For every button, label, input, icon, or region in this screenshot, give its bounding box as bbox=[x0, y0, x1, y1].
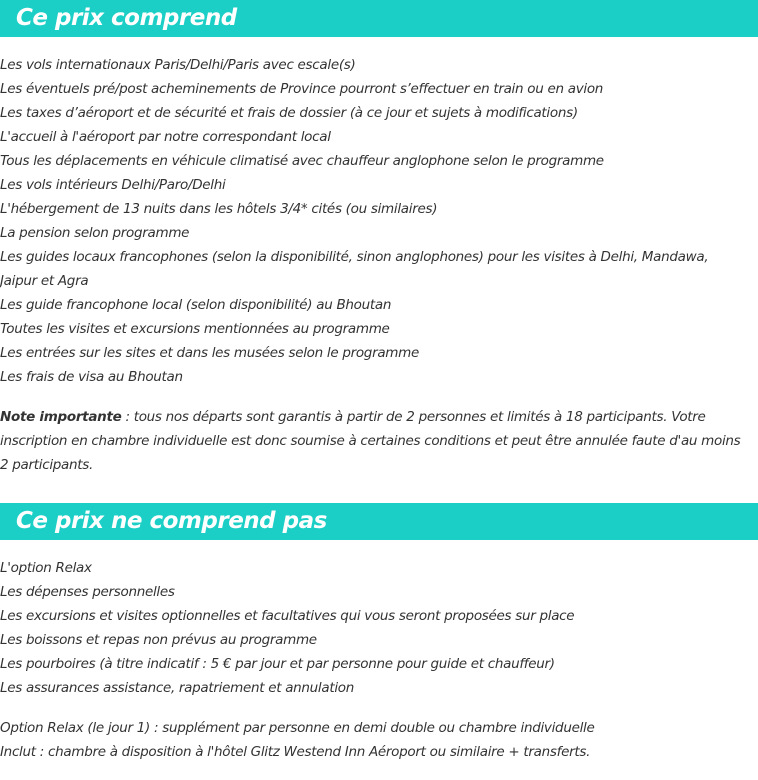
note-label: Note importante bbox=[0, 409, 122, 425]
list-item: La pension selon programme bbox=[0, 225, 190, 241]
list-item: Les excursions et visites optionnelles et facultatives qui vous seront proposées sur place bbox=[0, 608, 575, 624]
section-title-included: Ce prix comprend bbox=[16, 5, 237, 31]
important-note bbox=[0, 405, 746, 477]
section-title-excluded: Ce prix ne comprend pas bbox=[16, 508, 327, 534]
list-item: Les vols internationaux Paris/Delhi/Paris avec escale(s) bbox=[0, 57, 356, 73]
list-item: Les entrées sur les sites et dans les musées selon le programme bbox=[0, 345, 420, 361]
list-item: L'hébergement de 13 nuits dans les hôtels 3/4* cités (ou similaires) bbox=[0, 201, 438, 217]
relax-option-note bbox=[0, 716, 746, 764]
section-header-excluded bbox=[0, 503, 758, 540]
excluded-list bbox=[0, 556, 746, 700]
list-item: L'accueil à l'aéroport par notre correspondant local bbox=[0, 129, 331, 145]
list-item: Toutes les visites et excursions mentionnées au programme bbox=[0, 321, 390, 337]
note-text: : tous nos départs sont garantis à partir de 2 personnes et limités à 18 participants. Votre inscription en chambre individuelle est donc soumise à certaines conditions et peut être annulée faute d'au moins 2 participants. bbox=[0, 409, 741, 473]
list-item: Les dépenses personnelles bbox=[0, 584, 175, 600]
list-item: Les taxes d’aéroport et de sécurité et frais de dossier (à ce jour et sujets à modifications) bbox=[0, 105, 578, 121]
section-header-included bbox=[0, 0, 758, 37]
relax-option-line: Option Relax (le jour 1) : supplément par personne en demi double ou chambre individuelle bbox=[0, 720, 595, 736]
list-item: Les pourboires (à titre indicatif : 5 € par jour et par personne pour guide et chauffeur) bbox=[0, 656, 555, 672]
list-item: Les vols intérieurs Delhi/Paro/Delhi bbox=[0, 177, 226, 193]
list-item: L'option Relax bbox=[0, 560, 92, 576]
list-item: Les frais de visa au Bhoutan bbox=[0, 369, 183, 385]
included-list bbox=[0, 53, 746, 389]
list-item: Les boissons et repas non prévus au programme bbox=[0, 632, 317, 648]
list-item: Les éventuels pré/post acheminements de Province pourront s’effectuer en train ou en avion bbox=[0, 81, 604, 97]
list-item: Les assurances assistance, rapatriement et annulation bbox=[0, 680, 355, 696]
list-item: Les guide francophone local (selon disponibilité) au Bhoutan bbox=[0, 297, 392, 313]
list-item: Les guides locaux francophones (selon la disponibilité, sinon anglophones) pour les visites à Delhi, Mandawa, Jaipur et Agra bbox=[0, 249, 709, 289]
relax-option-includes: Inclut : chambre à disposition à l'hôtel Glitz Westend Inn Aéroport ou similaire + transferts. bbox=[0, 744, 591, 760]
list-item: Tous les déplacements en véhicule climatisé avec chauffeur anglophone selon le programme bbox=[0, 153, 604, 169]
